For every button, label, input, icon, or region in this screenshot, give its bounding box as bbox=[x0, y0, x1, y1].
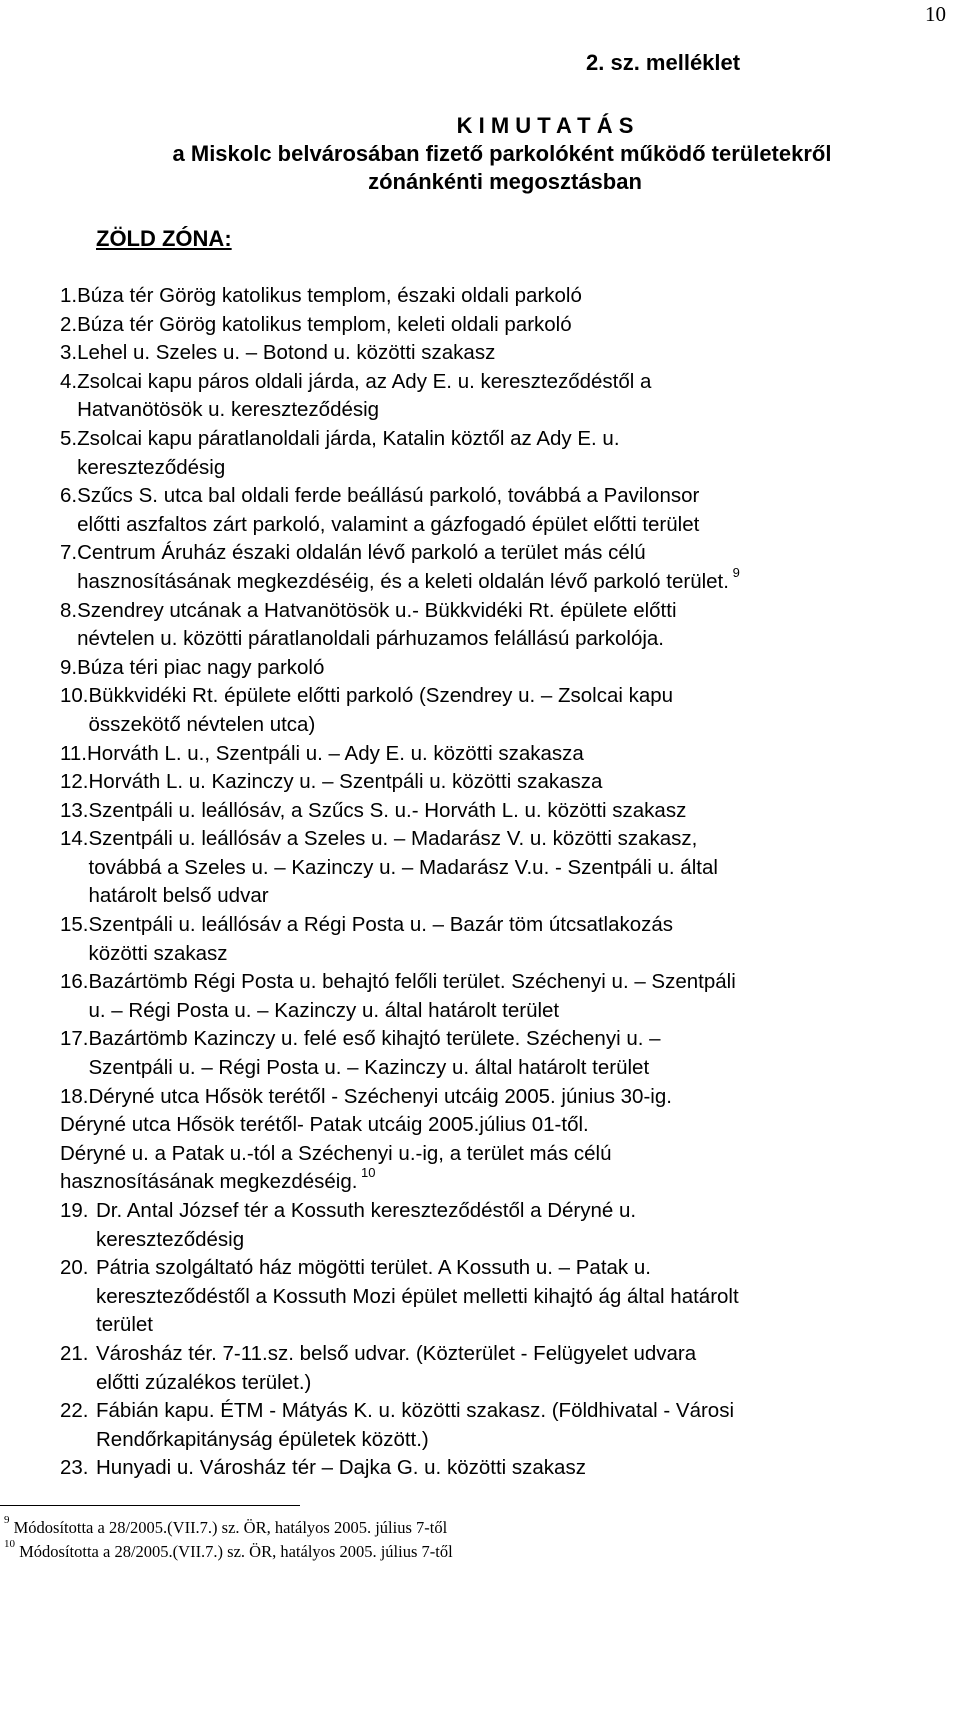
item-text-line: terület bbox=[96, 1313, 153, 1337]
list-item bbox=[60, 1340, 870, 1397]
item-text-line: Városház tér. 7-11.sz. belső udvar. (Közterület - Felügyelet udvara bbox=[96, 1341, 697, 1365]
item-number: 22. bbox=[60, 1399, 89, 1423]
document-title bbox=[0, 112, 960, 196]
item-text-line: Déryné u. a Patak u.-tól a Széchenyi u.-ig, a terület más célú bbox=[60, 1141, 612, 1165]
item-number: 3. bbox=[60, 341, 78, 365]
item-text bbox=[89, 1083, 871, 1112]
annex-label: 2. sz. melléklet bbox=[586, 50, 741, 75]
item-text-line: Búza tér Görög katolikus templom, keleti oldali parkoló bbox=[77, 312, 572, 336]
item-text bbox=[77, 339, 870, 368]
item-text-line: közötti szakasz bbox=[88, 941, 228, 965]
item-text bbox=[87, 740, 870, 769]
item-text-line: névtelen u. közötti páratlanoldali párhuzamos felállású parkolója. bbox=[77, 627, 664, 651]
item-text bbox=[89, 797, 871, 826]
item-text bbox=[89, 682, 871, 739]
item-text-line: Szentpáli u. leállósáv a Szeles u. – Madarász V. u. közötti szakasz, bbox=[88, 827, 698, 851]
list-item bbox=[60, 740, 870, 769]
item-text bbox=[60, 1140, 870, 1197]
item-text-line: Szűcs S. utca bal oldali ferde beállású parkoló, továbbá a Pavilonsor bbox=[77, 484, 700, 508]
item-text-line: Pátria szolgáltató ház mögötti terület. A Kossuth u. – Patak u. bbox=[96, 1256, 651, 1280]
item-text-line: Centrum Áruház északi oldalán lévő parkoló a terület más célú bbox=[77, 541, 646, 565]
item-text-line: Hunyadi u. Városház tér – Dajka G. u. közötti szakasz bbox=[96, 1456, 586, 1480]
page-number: 10 bbox=[925, 2, 946, 26]
footnote-separator bbox=[0, 1505, 300, 1506]
item-text-line: Horváth L. u., Szentpáli u. – Ady E. u. közötti szakasza bbox=[86, 741, 584, 765]
item-number: 10. bbox=[60, 684, 89, 708]
item-text-line: Bazártömb Kazinczy u. felé eső kihajtó területe. Széchenyi u. – bbox=[88, 1027, 661, 1051]
list-item bbox=[60, 1254, 870, 1340]
item-text bbox=[77, 282, 870, 311]
list-item bbox=[60, 597, 870, 654]
item-number: 1. bbox=[60, 284, 78, 307]
title-line-3: zónánkénti megosztásban bbox=[368, 169, 642, 194]
footnote-reference: 10 bbox=[357, 1165, 376, 1181]
item-number: 2. bbox=[60, 312, 78, 336]
item-number: 6. bbox=[60, 484, 78, 508]
list-item bbox=[60, 1454, 870, 1483]
footnote bbox=[4, 1540, 453, 1564]
item-text bbox=[77, 425, 870, 482]
footnotes bbox=[4, 1516, 453, 1564]
list-item bbox=[60, 968, 870, 1025]
item-text-line: hasznosításának megkezdéséig. $^{10}$ bbox=[60, 1165, 376, 1194]
item-number: 7. bbox=[60, 541, 78, 565]
item-number: 23. bbox=[60, 1456, 89, 1480]
list-item bbox=[60, 682, 870, 739]
item-number: 5. bbox=[60, 426, 78, 450]
item-text-line: Szentpáli u. – Régi Posta u. – Kazinczy u. által határolt terület bbox=[88, 1056, 650, 1080]
list-item bbox=[60, 539, 870, 596]
item-number: 17. bbox=[60, 1027, 89, 1051]
item-text bbox=[96, 1397, 870, 1454]
item-text bbox=[77, 539, 870, 596]
item-text-line: határolt belső udvar bbox=[88, 884, 269, 908]
item-text-line: Búza téri piac nagy parkoló bbox=[77, 655, 325, 679]
list-item bbox=[60, 1025, 870, 1082]
item-text-line: Hatvanötösök u. kereszteződésig bbox=[77, 398, 380, 422]
list-item bbox=[60, 1111, 870, 1140]
title-line-2: a Miskolc belvárosában fizető parkolóként működő területekről bbox=[172, 141, 832, 166]
item-text bbox=[77, 654, 870, 683]
item-text bbox=[77, 482, 870, 539]
item-text bbox=[96, 1340, 870, 1397]
item-text-line: Zsolcai kapu páratlanoldali járda, Katalin köztől az Ady E. u. bbox=[77, 426, 620, 450]
item-text-line: Horváth L. u. Kazinczy u. – Szentpáli u. közötti szakasza bbox=[88, 770, 603, 794]
item-text bbox=[96, 1454, 870, 1483]
item-text-line: Rendőrkapitányság épületek között.) bbox=[96, 1427, 429, 1451]
list-item bbox=[60, 368, 870, 425]
item-number: 8. bbox=[60, 598, 78, 622]
item-text-line: Bükkvidéki Rt. épülete előtti parkoló (Szendrey u. – Zsolcai kapu bbox=[88, 684, 674, 708]
list-item bbox=[60, 425, 870, 482]
list-item bbox=[60, 1083, 870, 1112]
item-number: 21. bbox=[60, 1341, 89, 1365]
item-text-line: Lehel u. Szeles u. – Botond u. közötti szakasz bbox=[77, 341, 496, 365]
item-text-line: Dr. Antal József tér a Kossuth kereszteződéstől a Déryné u. bbox=[96, 1199, 637, 1222]
item-text-line: kereszteződéstől a Kossuth Mozi épület melletti kihajtó ág által határolt bbox=[96, 1284, 739, 1308]
item-text-line: kereszteződésig bbox=[96, 1227, 245, 1251]
item-text bbox=[96, 1254, 870, 1340]
item-number: 11. bbox=[60, 741, 87, 765]
list-item bbox=[60, 282, 870, 311]
list-item bbox=[60, 482, 870, 539]
list-item bbox=[60, 768, 870, 797]
footnote bbox=[4, 1516, 453, 1540]
item-text bbox=[77, 368, 870, 425]
item-number: 12. bbox=[60, 770, 89, 794]
item-number: 15. bbox=[60, 913, 89, 937]
item-text-line: Búza tér Görög katolikus templom, északi oldali parkoló bbox=[77, 284, 582, 307]
item-number: 4. bbox=[60, 369, 78, 393]
list-item bbox=[60, 654, 870, 683]
item-number: 13. bbox=[60, 798, 89, 822]
list-item bbox=[60, 1197, 870, 1254]
footnote-mark: 9 bbox=[4, 1514, 10, 1526]
footnote-mark: 10 bbox=[4, 1538, 15, 1550]
item-text-line: Fábián kapu. ÉTM - Mátyás K. u. közötti szakasz. (Földhivatal - Városi bbox=[96, 1399, 735, 1423]
item-text-line: Zsolcai kapu páros oldali járda, az Ady E. u. kereszteződéstől a bbox=[77, 369, 652, 393]
footnote-text: Módosította a 28/2005.(VII.7.) sz. ÖR, hatályos 2005. július 7-től bbox=[15, 1542, 453, 1561]
item-text bbox=[89, 968, 871, 1025]
item-text bbox=[77, 597, 870, 654]
item-number: 18. bbox=[60, 1084, 89, 1108]
item-text-line: előtti zúzalékos terület.) bbox=[96, 1370, 312, 1394]
list-item bbox=[60, 339, 870, 368]
item-text bbox=[60, 1111, 870, 1140]
item-number: 20. bbox=[60, 1256, 89, 1280]
list-item bbox=[60, 797, 870, 826]
item-text bbox=[89, 825, 871, 911]
item-text-line: Szentpáli u. leállósáv a Régi Posta u. – Bazár töm útcsatlakozás bbox=[88, 913, 674, 937]
list-item bbox=[60, 825, 870, 911]
item-text bbox=[89, 911, 871, 968]
item-text-line: hasznosításának megkezdéséig, és a keleti oldalán lévő parkoló terület. $^9$ bbox=[77, 564, 740, 593]
item-number: 16. bbox=[60, 970, 89, 994]
item-number: 9. bbox=[60, 655, 78, 679]
item-text-line: Szendrey utcának a Hatvanötösök u.- Bükkvidéki Rt. épülete előtti bbox=[77, 598, 677, 622]
item-text-line: Déryné utca Hősök terétől- Patak utcáig 2005.július 01-től. bbox=[60, 1113, 589, 1137]
item-text-line: Bazártömb Régi Posta u. behajtó felőli terület. Széchenyi u. – Szentpáli bbox=[88, 970, 736, 994]
list-item bbox=[60, 1140, 870, 1197]
footnote-text: Módosította a 28/2005.(VII.7.) sz. ÖR, hatályos 2005. július 7-től bbox=[9, 1518, 448, 1537]
title-line-1: K I M U T A T Á S bbox=[456, 113, 634, 138]
item-text-line: Déryné utca Hősök terétől - Széchenyi utcáig 2005. június 30-ig. bbox=[88, 1084, 672, 1108]
item-text bbox=[96, 1197, 870, 1254]
item-text bbox=[77, 311, 870, 340]
zone-heading: ZÖLD ZÓNA: bbox=[96, 226, 232, 251]
parking-area-list bbox=[60, 282, 870, 1483]
list-item bbox=[60, 311, 870, 340]
item-number: 19. bbox=[60, 1199, 89, 1222]
item-text bbox=[89, 1025, 871, 1082]
list-item bbox=[60, 911, 870, 968]
item-text-line: u. – Régi Posta u. – Kazinczy u. által határolt terület bbox=[88, 998, 560, 1022]
list-item bbox=[60, 1397, 870, 1454]
item-text-line: összekötő névtelen utca) bbox=[88, 712, 316, 736]
item-text-line: előtti aszfaltos zárt parkoló, valamint a gázfogadó épület előtti terület bbox=[77, 512, 700, 536]
item-text bbox=[89, 768, 871, 797]
item-text-line: Szentpáli u. leállósáv, a Szűcs S. u.- Horváth L. u. közötti szakasz bbox=[88, 798, 687, 822]
item-text-line: kereszteződésig bbox=[77, 455, 226, 479]
footnote-reference: 9 bbox=[728, 564, 740, 580]
item-number: 14. bbox=[60, 827, 89, 851]
item-text-line: továbbá a Szeles u. – Kazinczy u. – Madarász V.u. - Szentpáli u. által bbox=[88, 855, 718, 879]
